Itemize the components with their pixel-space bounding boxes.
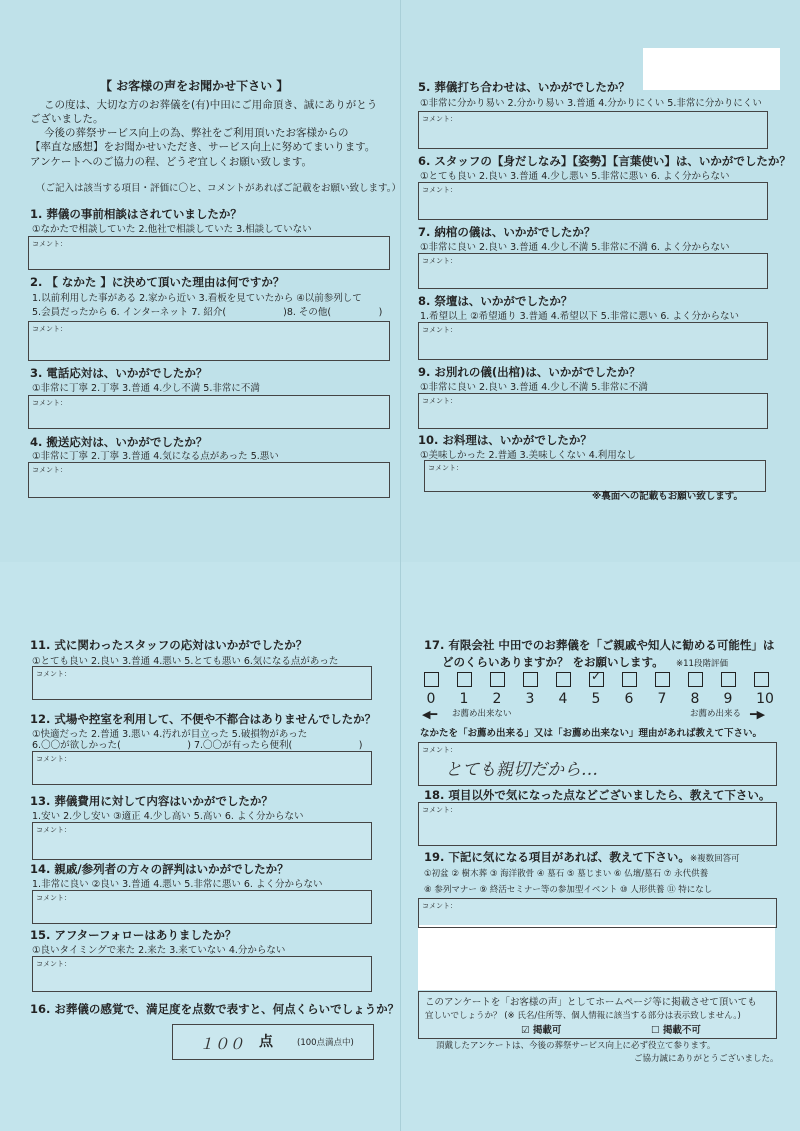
comment-box-q14[interactable] xyxy=(32,890,372,924)
scale-box-6[interactable] xyxy=(622,672,637,687)
score-box-q16[interactable] xyxy=(172,1024,374,1060)
question-17-reason-prompt: なかたを「お薦め出来る」又は「お薦め出来ない」理由があれば教えて下さい。 xyxy=(420,728,763,739)
comment-label: コメント： xyxy=(422,257,457,265)
comment-box-q8[interactable] xyxy=(418,322,768,360)
question-10-title: 10. お料理は、いかがでしたか？ xyxy=(418,433,592,447)
comment-label: コメント： xyxy=(36,894,71,902)
scale-box-7[interactable] xyxy=(655,672,670,687)
question-18-title: 18. 項目以外で気になった点などございましたら、教えて下さい。 xyxy=(424,788,771,802)
scale-box-5[interactable] xyxy=(589,669,604,687)
publish-consent-text: 宜しいでしょうか？ (※ 氏名/住所等、個人情報に該当する部分は表示致しません。) xyxy=(425,1011,741,1021)
comment-label: コメント： xyxy=(428,464,463,472)
comment-label: コメント： xyxy=(422,397,457,405)
footer-line: ご協力誠にありがとうございました。 xyxy=(634,1054,779,1064)
comment-label: コメント： xyxy=(422,806,457,814)
comment-label: コメント： xyxy=(422,902,457,910)
comment-label: コメント： xyxy=(36,960,71,968)
question-4-options: ①非常に丁寧 2.丁寧 3.普通 4.気になる点があった 5.悪い xyxy=(32,451,279,462)
question-13-options: 1.安い 2.少し安い ③適正 4.少し高い 5.高い 6. よく分からない xyxy=(32,811,304,822)
comment-box-q6[interactable] xyxy=(418,182,768,220)
scale-box-0[interactable] xyxy=(424,672,439,687)
question-2-options: 5.会員だったから 6. インターネット 7. 紹介( )8. その他( ) xyxy=(32,307,383,318)
question-7-options: ①非常に良い 2.良い 3.普通 4.少し不満 5.非常に不満 6. よく分からない xyxy=(420,242,730,253)
comment-box-q3[interactable] xyxy=(28,395,390,429)
question-11-options: ①とても良い 2.良い 3.普通 4.悪い 5.とても悪い 6.気になる点があった xyxy=(32,656,339,667)
question-19-title: 19. 下記に気になる項目があれば、教えて下さい。 xyxy=(424,850,690,864)
handwritten-score: １００ xyxy=(199,1035,245,1053)
comment-box-q10[interactable] xyxy=(424,460,766,492)
question-9-title: 9. お別れの儀(出棺)は、いかがでしたか？ xyxy=(418,365,641,379)
scale-box-1[interactable] xyxy=(457,672,472,687)
publish-consent-box xyxy=(418,991,777,1039)
question-7-title: 7. 納棺の儀は、いかがでしたか？ xyxy=(418,225,596,239)
question-8-options: 1.希望以上 ②希望通り 3.普通 4.希望以下 5.非常に悪い 6. よく分からない xyxy=(420,311,739,322)
comment-label: コメント： xyxy=(36,670,71,678)
comment-box-q11[interactable] xyxy=(32,666,372,700)
question-4-title: 4. 搬送応対は、いかがでしたか？ xyxy=(30,435,208,449)
scale-number: 4 xyxy=(558,691,568,707)
comment-box-q4[interactable] xyxy=(28,462,390,498)
comment-label: コメント： xyxy=(422,326,457,334)
scale-left-label: お薦め出来ない xyxy=(452,709,512,719)
comment-box-q12[interactable] xyxy=(32,751,372,785)
comment-label: コメント： xyxy=(32,325,67,333)
scale-number: 5 xyxy=(591,691,601,707)
back-page-note: ※裏面への記載もお願い致します。 xyxy=(592,491,743,502)
comment-box-q2[interactable] xyxy=(28,321,390,361)
question-15-options: ①良いタイミングで来た 2.来た 3.来ていない 4.分からない xyxy=(32,945,286,956)
question-8-title: 8. 祭壇は、いかがでしたか？ xyxy=(418,294,573,308)
scale-number: 6 xyxy=(624,691,634,707)
scale-number: 0 xyxy=(426,691,436,707)
question-17-title: どのくらいありますか？ をお願いします。 xyxy=(442,655,664,669)
comment-label: コメント： xyxy=(422,115,457,123)
intro-line: 今後の葬祭サービス向上の為、弊社をご利用頂いたお客様からの xyxy=(44,127,349,139)
question-14-options: 1.非常に良い ②良い 3.普通 4.悪い 5.非常に悪い 6. よく分からない xyxy=(32,879,323,890)
score-max-note: (100点満点中) xyxy=(297,1038,354,1048)
comment-label: コメント： xyxy=(32,399,67,407)
fold-line xyxy=(400,0,401,562)
question-2-title: 2. 【 なかた 】に決めて頂いた理由は何ですか？ xyxy=(30,275,285,289)
fold-line xyxy=(400,562,401,1131)
question-1-title: 1. 葬儀の事前相談はされていましたか？ xyxy=(30,207,242,221)
comment-box-q5[interactable] xyxy=(418,111,768,149)
scale-box-2[interactable] xyxy=(490,672,505,687)
publish-deny-checkbox[interactable]: ☐ 掲載不可 xyxy=(651,1025,701,1036)
instructions: （ご記入は該当する項目・評価に〇と、コメントがあればご記載をお願い致します。） xyxy=(36,183,401,194)
comment-label: コメント： xyxy=(32,240,67,248)
comment-box-q7[interactable] xyxy=(418,253,768,289)
intro-line: この度は、大切な方のお葬儀を(有)中田にご用命頂き、誠にありがとう xyxy=(44,99,378,111)
comment-box-q15[interactable] xyxy=(32,956,372,992)
question-12-options: ①快適だった 2.普通 3.悪い 4.汚れが目立った 5.破損物があった xyxy=(32,729,308,740)
redaction-q19-comment xyxy=(418,925,775,990)
question-13-title: 13. 葬儀費用に対して内容はいかがでしたか？ xyxy=(30,794,273,808)
check-mark-icon: ✓ xyxy=(591,669,602,683)
question-5-title: 5. 葬儀打ち合わせは、いかがでしたか？ xyxy=(418,80,630,94)
comment-box-q9[interactable] xyxy=(418,393,768,429)
scale-number: 10 xyxy=(756,691,774,707)
question-5-options: ①非常に分かり易い 2.分かり易い 3.普通 4.分かりにくい 5.非常に分かりにくい xyxy=(420,98,762,109)
arrow-left-icon: ◀━ xyxy=(422,708,438,721)
question-11-title: 11. 式に関わったスタッフの応対はいかがでしたか？ xyxy=(30,638,308,652)
scale-number: 9 xyxy=(723,691,733,707)
question-19-note: ※複数回答可 xyxy=(690,854,740,864)
comment-box-q17[interactable] xyxy=(418,742,777,786)
question-14-title: 14. 親戚/参列者の方々の評判はいかがでしたか？ xyxy=(30,862,289,876)
footer-line: 頂戴したアンケートは、今後の葬祭サービス向上に必ず役立て参ります。 xyxy=(436,1041,716,1051)
question-16-title: 16. お葬儀の感覚で、満足度を点数で表すと、何点くらいでしょうか？ xyxy=(30,1002,400,1016)
comment-box-q19[interactable] xyxy=(418,898,777,928)
comment-label: コメント： xyxy=(32,466,67,474)
scale-number: 2 xyxy=(492,691,502,707)
scale-right-label: お薦め出来る xyxy=(690,709,742,719)
question-10-options: ①美味しかった 2.普通 3.美味しくない 4.利用なし xyxy=(420,450,636,461)
comment-label: コメント： xyxy=(422,186,457,194)
scale-number: 1 xyxy=(459,691,469,707)
publish-consent-text: このアンケートを「お客様の声」としてホームページ等に掲載させて頂いても xyxy=(425,997,757,1008)
scale-box-10[interactable] xyxy=(754,672,769,687)
intro-line: ございました。 xyxy=(30,113,104,125)
question-17-title: 17. 有限会社 中田でのお葬儀を「ご親戚や知人に勧める可能性」は xyxy=(424,638,775,652)
scale-number: 3 xyxy=(525,691,535,707)
question-3-title: 3. 電話応対は、いかがでしたか？ xyxy=(30,366,208,380)
question-15-title: 15. アフターフォローはありましたか？ xyxy=(30,928,237,942)
arrow-right-icon: ━▶ xyxy=(750,708,766,721)
question-3-options: ①非常に丁寧 2.丁寧 3.普通 4.少し不満 5.非常に不満 xyxy=(32,383,260,394)
question-12-title: 12. 式場や控室を利用して、不便や不都合はありませんでしたか？ xyxy=(30,712,377,726)
scale-box-9[interactable] xyxy=(721,672,736,687)
comment-box-q1[interactable] xyxy=(28,236,390,270)
score-unit: 点 xyxy=(259,1034,273,1050)
scale-number: 7 xyxy=(657,691,667,707)
comment-label: コメント： xyxy=(422,746,457,754)
comment-label: コメント： xyxy=(36,755,71,763)
question-2-options: 1.以前利用した事がある 2.家から近い 3.看板を見ていたから ④以前参列して xyxy=(32,293,362,304)
question-19-options: ⑧ 参列マナー ⑨ 終活セミナー等の参加型イベント ⑩ 人形供養 ⑪ 特になし xyxy=(424,885,713,895)
handwritten-comment: とても親切だから… xyxy=(445,760,598,780)
redaction-top-right xyxy=(643,48,780,90)
scale-box-3[interactable] xyxy=(523,672,538,687)
question-1-options: ①なかたで相談していた 2.他社で相談していた 3.相談していない xyxy=(32,224,312,235)
scale-number: 8 xyxy=(690,691,700,707)
publish-allow-checkbox[interactable]: ☑ 掲載可 xyxy=(521,1025,562,1036)
survey-title: 【 お客様の声をお聞かせ下さい 】 xyxy=(100,79,289,93)
question-6-options: ①とても良い 2.良い 3.普通 4.少し悪い 5.非常に悪い 6. よく分からない xyxy=(420,171,730,182)
comment-box-q18[interactable] xyxy=(418,802,777,846)
question-6-title: 6. スタッフの【身だしなみ】【姿勢】【言葉使い】は、いかがでしたか？ xyxy=(418,154,791,168)
intro-line: 【率直な感想】をお聞かせいただき、サービス向上に努めてまいります。 xyxy=(30,141,376,153)
scale-box-8[interactable] xyxy=(688,672,703,687)
nps-scale xyxy=(418,669,778,724)
comment-label: コメント： xyxy=(36,826,71,834)
question-12-options: 6.〇〇が欲しかった( ) 7.〇〇が有ったら便利( ) xyxy=(32,740,363,751)
scale-box-4[interactable] xyxy=(556,672,571,687)
intro-line: アンケートへのご協力の程、どうぞ宜しくお願い致します。 xyxy=(30,156,313,168)
question-9-options: ①非常に良い 2.良い 3.普通 4.少し不満 5.非常に不満 xyxy=(420,382,648,393)
scale-note: ※11段階評価 xyxy=(676,659,728,669)
question-19-options: ①初盆 ② 樹木葬 ③ 海洋散骨 ④ 墓石 ⑤ 墓じまい ⑥ 仏壇/墓石 ⑦ 永代供養 xyxy=(424,869,709,879)
comment-box-q13[interactable] xyxy=(32,822,372,860)
